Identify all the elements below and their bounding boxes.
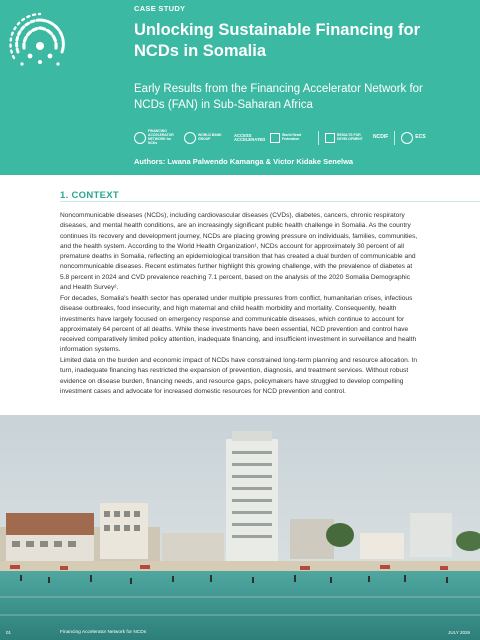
partner-name: WORLD BANK GROUP [198,133,222,141]
divider [318,131,319,145]
partner-logos [134,127,470,149]
authors-line: Authors: Lwana Palwendo Kamanga & Victor Kidake Senelwa [134,157,354,166]
fan-logo-icon [4,6,76,78]
partner-logo-world-heart [270,133,312,143]
partner-name: ACCESS ACCELERATED [234,133,266,142]
partner-name: FINANCING ACCELERATOR NETWORK for NCDs [148,129,174,145]
page-footer [0,628,480,640]
paragraph: For decades, Somalia's health sector has operated under multiple pressures from conflict, humanitarian crises, infectious disease outbreaks, food insecurity, and high maternal and child health morbidity and mortality. Consequently, health investments have largely focused on emergency response and communicable diseases, which continue to account for approximately 64 percent of all deaths. While these investments have been essential, NCD prevention and control have received comparatively limited policy attention, inadequate financing, and insufficient investment in surveillance and health information systems. [60,295,417,354]
section-heading [60,190,119,201]
partner-logo-r4d [325,133,367,143]
page-number: 01 [6,630,12,635]
partner-logo-fan [134,130,178,145]
footer-date: JULY 2026 [448,630,470,635]
mogadishu-beach-photo [0,415,480,640]
page-subtitle: Early Results from the Financing Accelerator Network for NCDs (FAN) in Sub-Saharan Africa [134,83,423,111]
partner-name: RESULTS FOR DEVELOPMENT [337,133,363,141]
r4d-icon [325,133,335,143]
paragraph: Noncommunicable diseases (NCDs), including cardiovascular diseases (CVDs), diabetes, cancers, chronic respiratory diseases, and mental health conditions, are an increasingly significant public health challenge in Somalia. As the country continues its recovery and development journey, NCDs are placing growing pressure on individuals, families, communities, and the health system. According to the World Health Organization¹, NCDs account for approximately 30 percent of all premature deaths in Somalia, reflecting an epidemiological transition that has created a dual burden of communicable and noncommunicable diseases. Recent estimates further highlight this growing challenge, with the prevalence of diabetes at 5.8 percent in 2024 and CVD prevalence reaching 7.1 percent, based on the analysis of the 2020 Somalia Demographic and Health Survey². [60,212,418,292]
footer-title: Financing Accelerator Network for NCDs [60,630,147,635]
partner-logo-world-bank [184,132,228,144]
partner-name: NCDIF [373,134,389,141]
partner-name: World Heart Federation [282,133,302,141]
section-number: 1. [60,190,69,201]
fan-logo-icon [134,132,146,144]
heart-icon [270,133,280,143]
header-banner [0,0,480,175]
partner-logo-ecs [401,132,425,144]
page-title: Unlocking Sustainable Financing for NCDs in Somalia [134,21,421,60]
section-divider [60,201,480,202]
partner-logo-ncdif [373,136,388,140]
world-bank-globe-icon [184,132,196,144]
case-study-label: CASE STUDY [134,4,186,13]
section-title: CONTEXT [71,190,119,201]
paragraph: Limited data on the burden and economic impact of NCDs have constrained long-term planning and resource allocation. In turn, inadequate financing has restricted the expansion of prevention, diagnosis, and treatment services. Without robust evidence on disease burden, financing needs, and resource gaps, policymakers have struggled to develop compelling investment cases and advocate for increased domestic resources for NCD prevention and control. [60,357,418,395]
partner-name: ECS [415,134,426,141]
partner-logo-access-accelerated [234,134,264,142]
ecs-icon [401,132,413,144]
divider [394,131,395,145]
